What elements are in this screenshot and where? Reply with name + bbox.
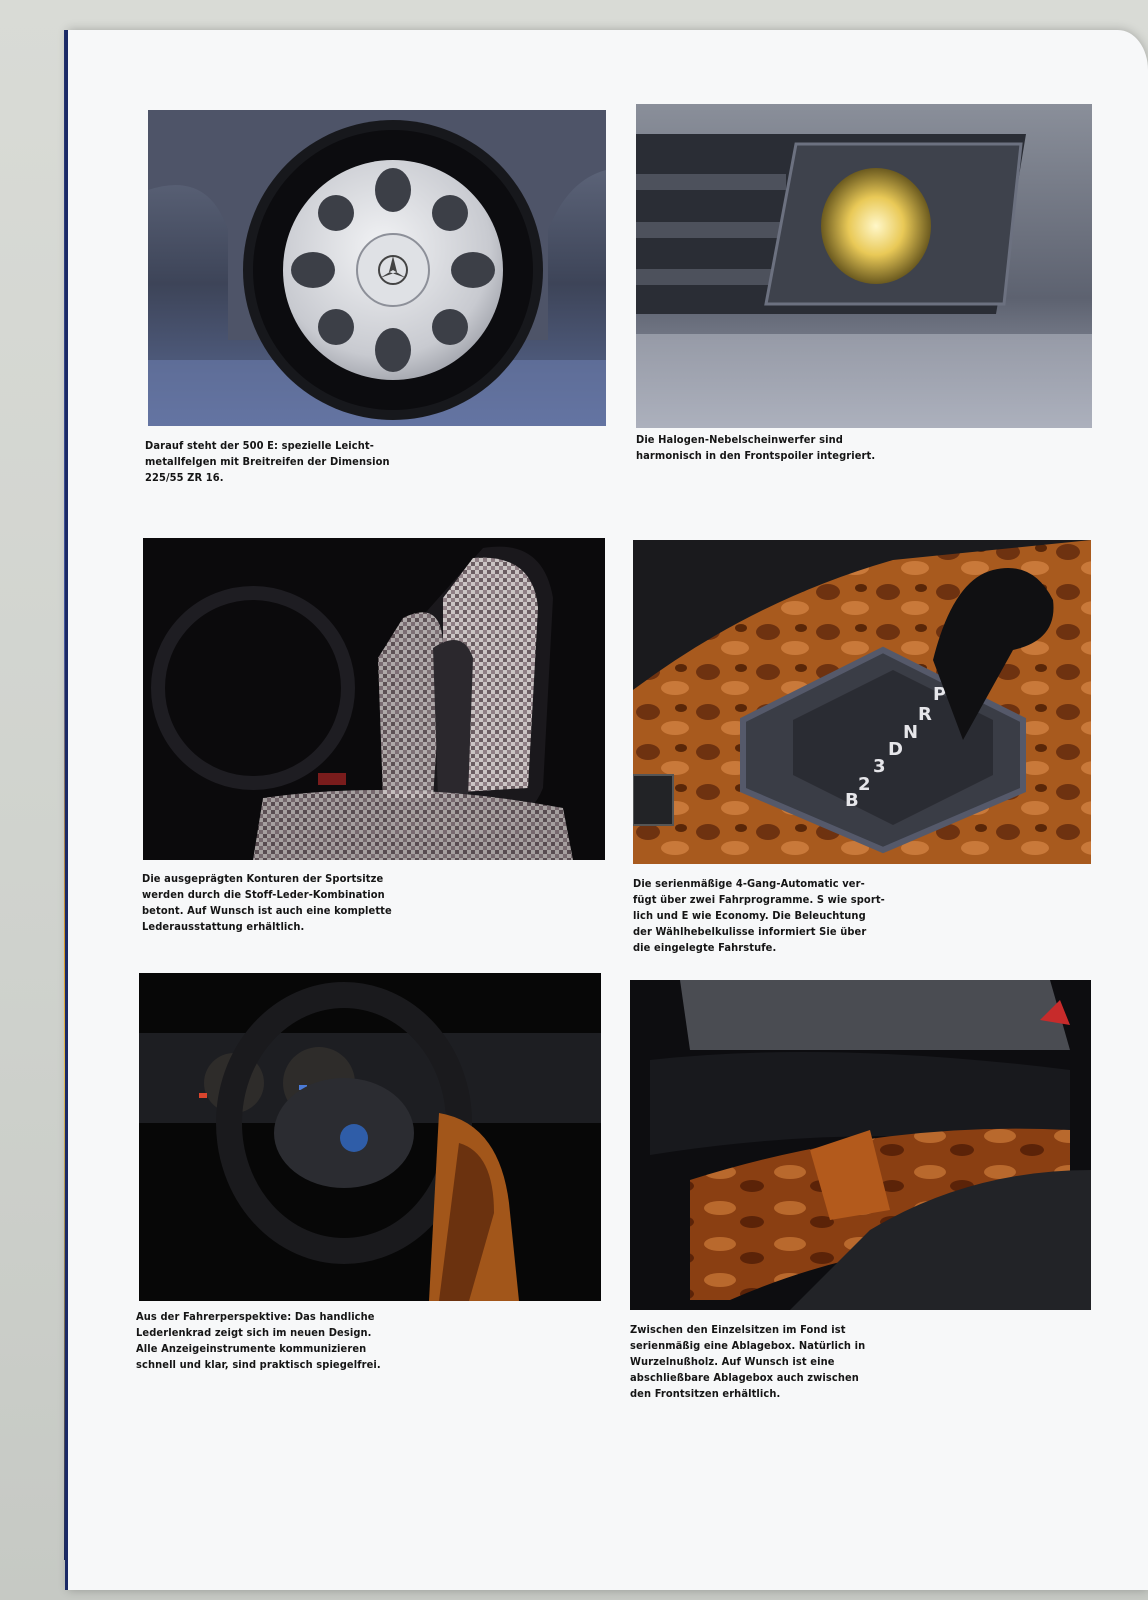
- cockpit-caption: [136, 1309, 381, 1373]
- caption-line: Wurzelnußholz. Auf Wunsch ist eine: [630, 1355, 835, 1368]
- caption-line: der Wählhebelkulisse informiert Sie über: [633, 925, 867, 938]
- gear-label: B: [845, 790, 859, 811]
- caption-line: werden durch die Stoff-Leder-Kombination: [142, 888, 385, 901]
- storage-caption: [630, 1322, 870, 1402]
- storage-photo: [630, 980, 1091, 1310]
- caption-line: metallfelgen mit Breitreifen der Dimension: [145, 455, 390, 468]
- gear-label: 3: [873, 756, 886, 777]
- caption-line: betont. Auf Wunsch ist auch eine komplette: [142, 904, 392, 917]
- gearshift-caption: [633, 876, 885, 956]
- foglamp-caption: [636, 432, 876, 464]
- caption-line: Die Halogen-Nebelscheinwerfer sind: [636, 433, 843, 446]
- caption-line: serienmäßig eine Ablagebox. Natürlich in: [630, 1339, 866, 1352]
- wheel-photo: [148, 110, 606, 426]
- wheel-caption: [145, 438, 390, 486]
- seat-photo: [143, 538, 605, 860]
- seat-caption: [142, 871, 392, 935]
- cockpit-photo: [139, 973, 601, 1301]
- caption-line: Alle Anzeigeinstrumente kommunizieren: [136, 1342, 367, 1355]
- caption-line: Die serienmäßige 4-Gang-Automatic ver-: [633, 877, 865, 890]
- foglamp-photo: [636, 104, 1092, 428]
- caption-line: Lederlenkrad zeigt sich im neuen Design.: [136, 1326, 372, 1339]
- caption-line: fügt über zwei Fahrprogramme. S wie sport-: [633, 893, 885, 906]
- caption-line: Lederausstattung erhältlich.: [142, 920, 305, 933]
- gearshift-photo: [633, 540, 1091, 864]
- gear-label: D: [888, 739, 903, 760]
- gear-label: R: [918, 704, 932, 725]
- caption-line: Aus der Fahrerperspektive: Das handliche: [136, 1310, 375, 1323]
- caption-line: die eingelegte Fahrstufe.: [633, 941, 777, 954]
- caption-line: lich und E wie Economy. Die Beleuchtung: [633, 909, 866, 922]
- caption-line: Darauf steht der 500 E: spezielle Leicht-: [145, 439, 374, 452]
- caption-line: 225/55 ZR 16.: [145, 471, 224, 484]
- caption-line: abschließbare Ablagebox auch zwischen: [630, 1371, 859, 1384]
- gear-label: N: [903, 722, 919, 743]
- gear-label: 2: [858, 774, 871, 795]
- caption-line: den Frontsitzen erhältlich.: [630, 1387, 781, 1400]
- caption-line: Die ausgeprägten Konturen der Sportsitze: [142, 872, 384, 885]
- caption-line: harmonisch in den Frontspoiler integriert.: [636, 449, 876, 462]
- caption-line: Zwischen den Einzelsitzen im Fond ist: [630, 1323, 846, 1336]
- gear-label: P: [933, 684, 947, 705]
- caption-line: schnell und klar, sind praktisch spiegelfrei.: [136, 1358, 381, 1371]
